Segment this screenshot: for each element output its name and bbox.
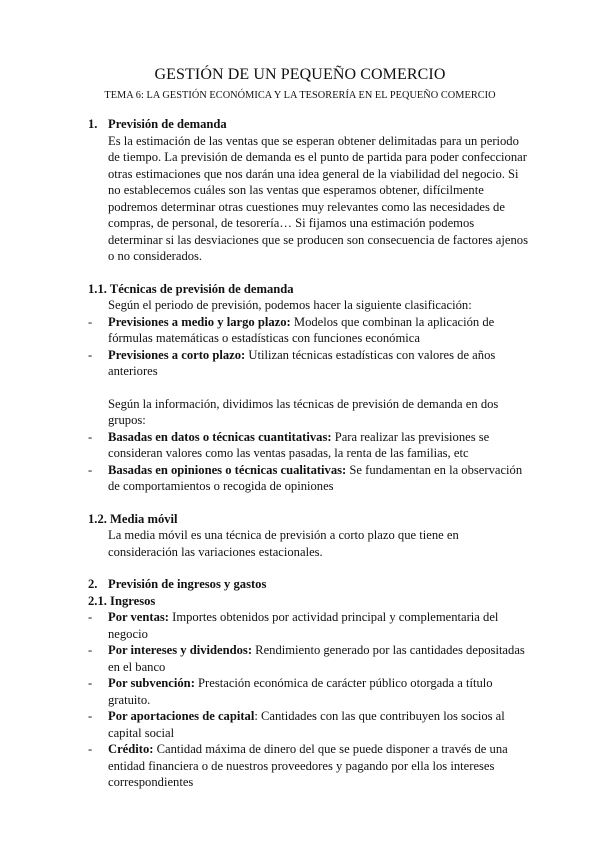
section-1-1-intro: Según el periodo de previsión, podemos hacer la siguiente clasificación: [108,298,472,312]
list-item [88,429,528,462]
list-dash: - [88,462,93,477]
list-item-text: Utilizan técnicas estadísticas con valores de años anteriores [108,347,496,378]
list-dash: - [88,709,93,723]
section-1-title: Previsión de demanda [108,117,227,131]
list-item [88,642,528,675]
list-item-text: Importes obtenidos por actividad principal y complementaria del negocio [108,610,499,641]
list-dash: - [88,676,93,690]
list-item-term: Crédito: [108,742,154,756]
list-item-text: Modelos que combinan la aplicación de fórmulas matemáticas o estadísticas con funciones económica [108,314,495,345]
document-body [88,116,528,791]
list-item [88,462,528,495]
list-item-term: Por aportaciones de capital [108,709,255,723]
section-2-1-heading: 2.1. Ingresos [88,593,156,608]
list-dash: - [88,347,93,362]
list-dash: - [88,643,93,657]
forecast-technique-list [88,429,528,495]
section-1-1-intro-2: Según la información, dividimos las técnicas de previsión de demanda en dos grupos: [108,396,499,427]
document-title: GESTIÓN DE UN PEQUEÑO COMERCIO [154,66,446,83]
list-item [88,609,528,642]
spacer [88,495,528,511]
section-1-2-paragraph: La media móvil es una técnica de previsión a corto plazo que tiene en consideración las variaciones estacionales. [108,528,459,559]
list-item-text: : Cantidades con las que contribuyen los socios al capital social [108,709,505,740]
spacer [88,560,528,576]
list-item-term: Por subvención: [108,676,195,690]
list-dash: - [88,314,93,329]
list-item-term: Basadas en datos o técnicas cuantitativas: [108,429,332,444]
list-item [88,741,528,791]
list-item [88,675,528,708]
income-list [88,609,528,791]
section-1-1-heading: 1.1. Técnicas de previsión de demanda [88,281,294,296]
spacer [88,265,528,281]
list-item-term: Por intereses y dividendos: [108,643,253,657]
list-item [88,347,528,380]
section-2-heading [88,576,528,593]
list-item-term: Previsiones a medio y largo plazo: [108,314,291,329]
list-dash: - [88,610,93,624]
section-1-2-heading: 1.2. Media móvil [88,511,178,526]
list-dash: - [88,742,93,756]
list-item-text: Cantidad máxima de dinero del que se puede disponer a través de una entidad financiera o de nuestros proveedores y pagando por ella los intereses correspondientes [108,742,508,789]
section-2-number: 2. [88,577,98,591]
list-item-term: Previsiones a corto plazo: [108,347,246,362]
list-item [88,314,528,347]
list-item [88,708,528,741]
list-item-term: Por ventas: [108,610,169,624]
spacer [88,380,528,396]
list-item-text: Prestación económica de carácter público otorgada a título gratuito. [108,676,493,707]
list-dash: - [88,429,93,444]
document-subtitle: TEMA 6: LA GESTIÓN ECONÓMICA Y LA TESORERÍA EN EL PEQUEÑO COMERCIO [104,90,496,101]
list-item-text: Rendimiento generado por las cantidades depositadas en el banco [108,643,525,674]
section-1-number: 1. [88,117,98,131]
section-1-paragraph: Es la estimación de las ventas que se esperan obtener delimitadas para un periodo de tiempo. La previsión de demanda es el punto de partida para poder confeccionar otras estimaciones que nos darán una idea general de la viabilidad del negocio. Si no establecemos cuáles son las ventas que esperamos obtener, difícilmente podremos determinar otras cuestiones muy relevantes como las necesidades de compras, de personal, de tesorería… Si fijamos una estimación podemos determinar si las desviaciones que se producen son consecuencia de factores ajenos o no considerados. [108,133,528,263]
list-item-text: Para realizar las previsiones se consideran valores como las ventas pasadas, la renta de las familias, etc [108,429,490,460]
forecast-period-list [88,314,528,380]
section-1-heading [88,116,528,133]
section-2-title: Previsión de ingresos y gastos [108,577,267,591]
list-item-text: Se fundamentan en la observación de comportamientos o recogida de opiniones [108,462,523,493]
list-item-term: Basadas en opiniones o técnicas cualitativas: [108,462,347,477]
